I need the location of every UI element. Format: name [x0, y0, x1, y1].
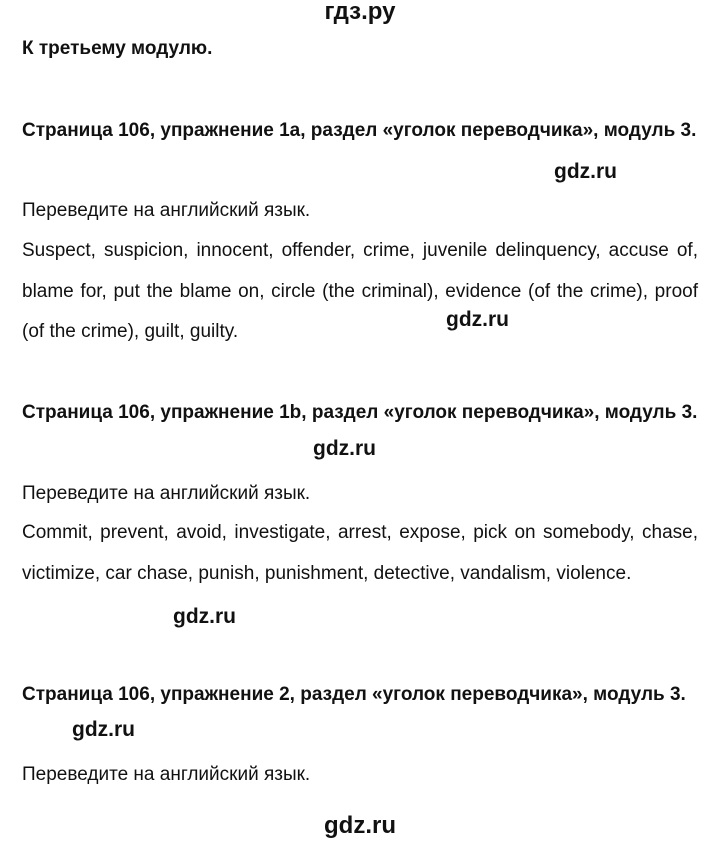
watermark: gdz.ru [446, 308, 509, 331]
section-3-instruction: Переведите на английский язык. [22, 764, 311, 785]
section-1-instruction: Переведите на английский язык. [22, 200, 311, 221]
footer-watermark: gdz.ru [324, 812, 396, 839]
section-1-text: Suspect, suspicion, innocent, offender, crime, juvenile delinquency, accuse of, blame for, put the blame on, circle (the criminal), evidence (of the crime), proof (of the crime), guilt, guilty. [22, 240, 698, 342]
section-3-heading: Страница 106, упражнение 2, раздел «уголок переводчика», модуль 3. [22, 684, 686, 705]
section-2-instruction: Переведите на английский язык. [22, 483, 311, 504]
section-2-heading: Страница 106, упражнение 1b, раздел «уголок переводчика», модуль 3. [22, 402, 698, 423]
watermark: gdz.ru [173, 605, 236, 628]
site-title: гдз.ру [324, 0, 396, 25]
section-1-heading: Страница 106, упражнение 1а, раздел «уголок переводчика», модуль 3. [22, 120, 697, 141]
section-2-text: Commit, prevent, avoid, investigate, arrest, expose, pick on somebody, chase, victimize, car chase, punish, punishment, detective, vandalism, violence. [22, 522, 698, 584]
watermark: gdz.ru [313, 437, 376, 460]
intro-heading: К третьему модулю. [22, 38, 213, 59]
watermark: gdz.ru [554, 160, 617, 183]
watermark: gdz.ru [72, 718, 135, 741]
